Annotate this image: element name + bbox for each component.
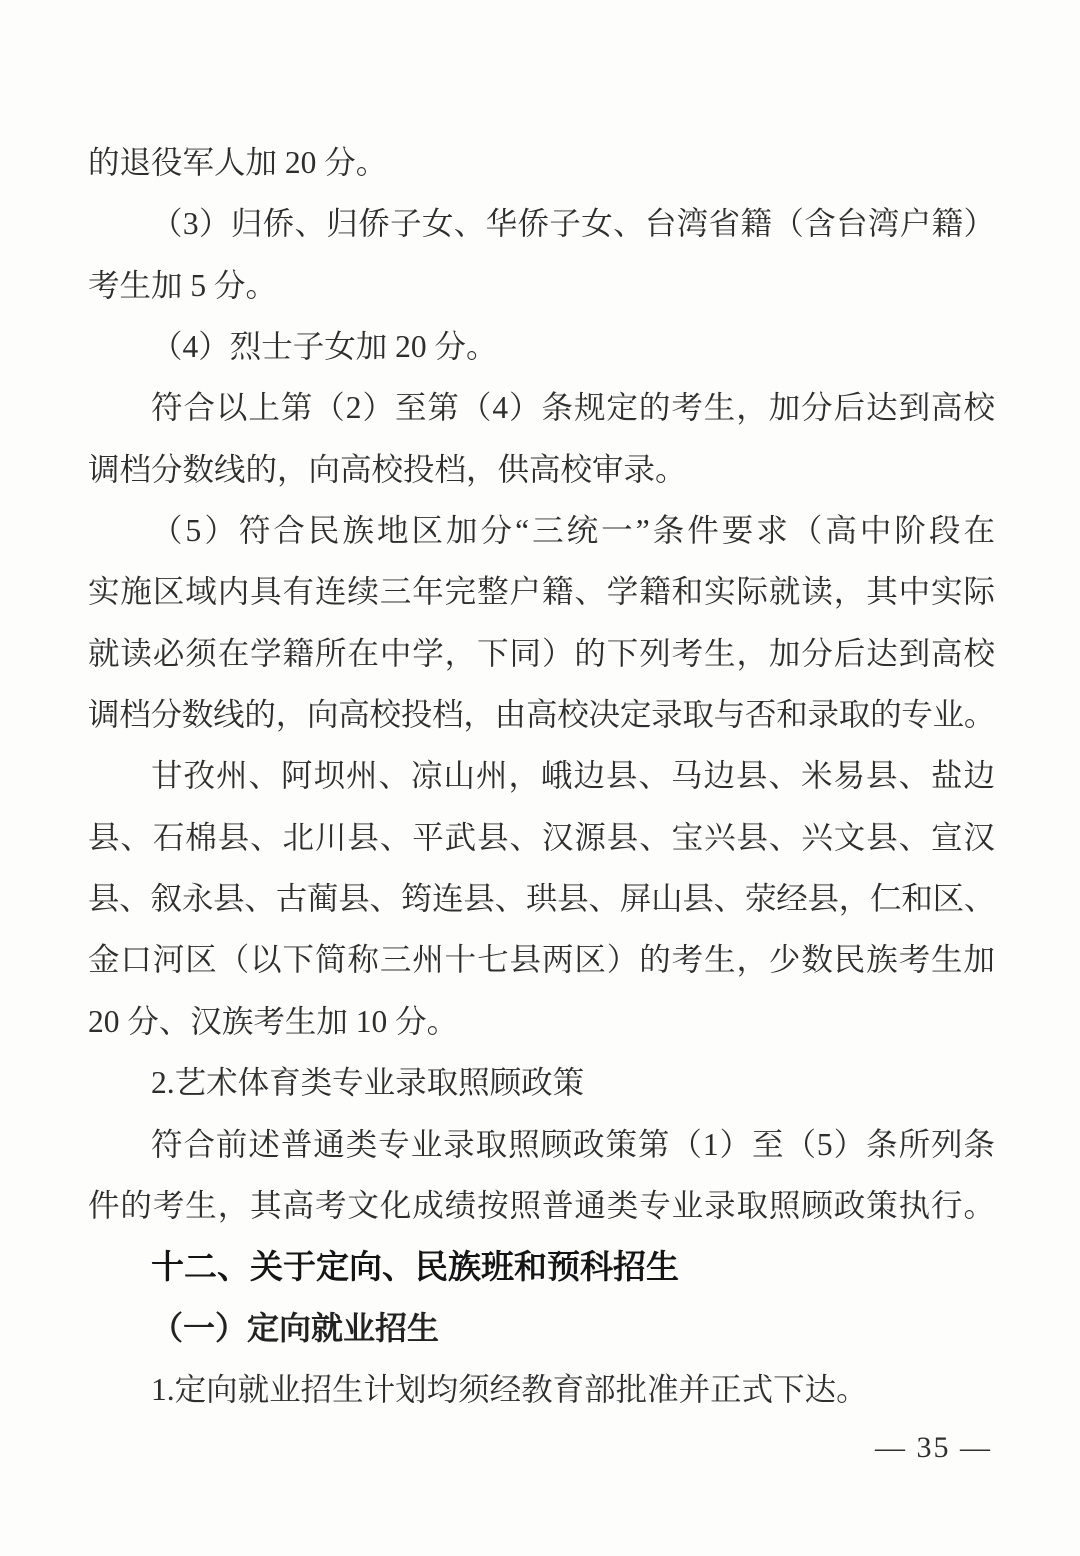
text-line: 甘孜州、阿坝州、凉山州，峨边县、马边县、米易县、盐边: [151, 758, 995, 794]
text-line: 就读必须在学籍所在中学，下同）的下列考生，加分后达到高校: [88, 635, 995, 671]
text-line: 20 分、汉族考生加 10 分。: [88, 1003, 459, 1039]
page-number: — 35 —: [875, 1431, 992, 1464]
text-line: （3）归侨、归侨子女、华侨子女、台湾省籍（含台湾户籍）: [151, 206, 995, 242]
text-line: 县、石棉县、北川县、平武县、汉源县、宝兴县、兴文县、宣汉: [88, 819, 995, 855]
text-line: 实施区域内具有连续三年完整户籍、学籍和实际就读，其中实际: [88, 574, 995, 610]
text-line: 调档分数线的，向高校投档，由高校决定录取与否和录取的专业。: [88, 697, 995, 733]
text-line: 县、叙永县、古蔺县、筠连县、珙县、屏山县、荥经县，仁和区、: [88, 881, 995, 917]
text-line: 件的考生，其高考文化成绩按照普通类专业录取照顾政策执行。: [88, 1187, 995, 1223]
text-line: 1.定向就业招生计划均须经教育部批准并正式下达。: [151, 1371, 868, 1407]
sub-heading: （一）定向就业招生: [151, 1309, 440, 1346]
text-line: 考生加 5 分。: [88, 267, 278, 303]
text-line: 符合以上第（2）至第（4）条规定的考生，加分后达到高校: [151, 390, 995, 426]
document-text-block: [88, 132, 995, 1420]
section-heading: 十二、关于定向、民族班和预科招生: [151, 1248, 679, 1286]
text-line: 2.艺术体育类专业录取照顾政策: [151, 1065, 585, 1101]
text-line: （4）烈士子女加 20 分。: [151, 329, 498, 365]
text-line: 调档分数线的，向高校投档，供高校审录。: [88, 451, 687, 487]
text-line: 符合前述普通类专业录取照顾政策第（1）至（5）条所列条: [151, 1126, 995, 1162]
text-line: 金口河区（以下简称三州十七县两区）的考生，少数民族考生加: [88, 942, 995, 978]
text-line: （5）符合民族地区加分“三统一”条件要求（高中阶段在: [151, 513, 995, 549]
text-line: 的退役军人加 20 分。: [88, 145, 388, 180]
